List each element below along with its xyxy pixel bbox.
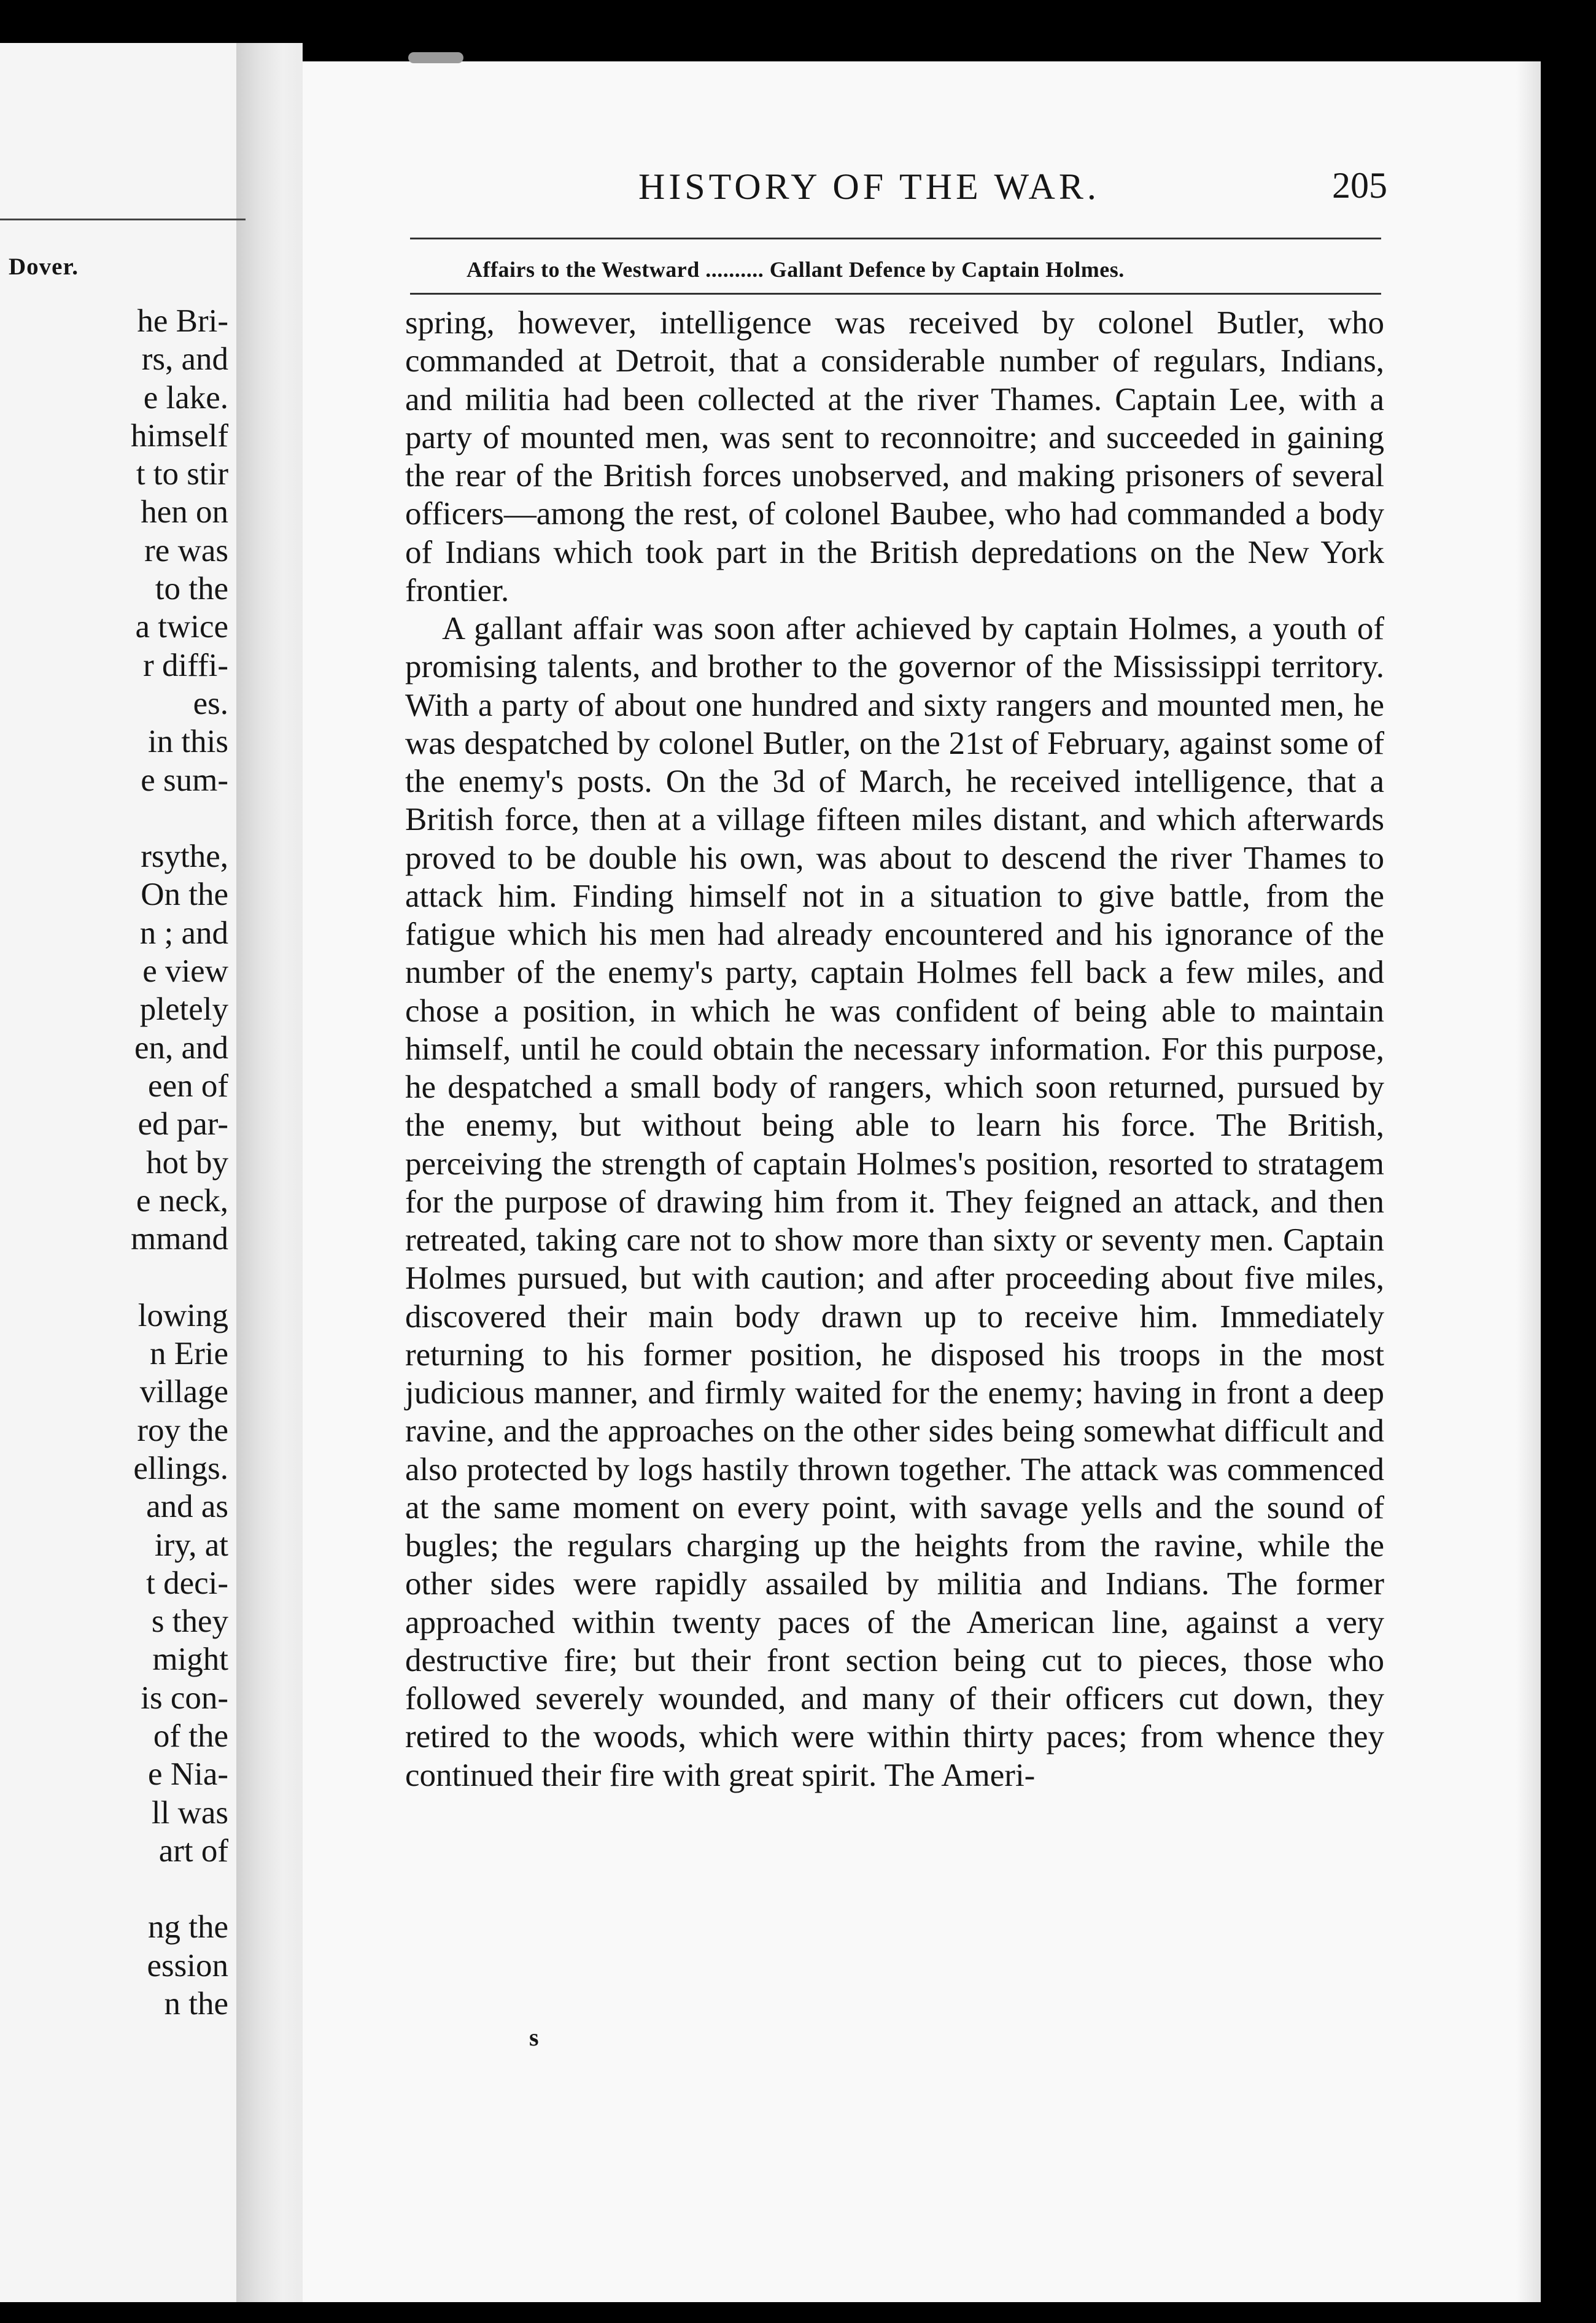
left-page-line: mmand: [131, 1221, 228, 1257]
left-page-line: of the: [153, 1718, 228, 1754]
left-page-line: hen on: [141, 494, 228, 530]
left-page-line: es.: [193, 685, 228, 721]
chapter-summary: Affairs to the Westward .......... Gallant Defence by Captain Holmes.: [467, 257, 1125, 282]
left-page-line: e view: [142, 953, 228, 990]
left-page-line: s they: [151, 1604, 228, 1640]
left-page-line: On the: [141, 877, 228, 913]
left-page-line: ng the: [148, 1909, 228, 1945]
left-page-line: ession: [147, 1947, 228, 1984]
left-page-line: n Erie: [149, 1336, 228, 1372]
left-page-line: lowing: [138, 1297, 228, 1333]
left-page-line: pletely: [139, 991, 228, 1028]
header-rule-top: [410, 238, 1381, 239]
left-page-line: n ; and: [139, 915, 228, 951]
left-page-line: een of: [148, 1068, 228, 1104]
left-page-line: ll was: [151, 1794, 228, 1831]
left-page-header: Dover.: [9, 254, 79, 280]
left-page-line: rsythe,: [141, 839, 228, 875]
left-page-line: t to stir: [136, 456, 228, 492]
left-header-rule: [0, 219, 246, 220]
left-page-line: a twice: [135, 609, 228, 645]
left-page-line: ellings.: [133, 1450, 228, 1486]
signature-mark: s: [529, 2023, 539, 2051]
page-number: 205: [1332, 165, 1387, 206]
left-page-line: t deci-: [146, 1565, 228, 1601]
body-text: [405, 304, 1384, 1794]
left-page-line: r diffi-: [143, 647, 228, 683]
left-page-line: e lake.: [143, 379, 228, 416]
left-page-line: e neck,: [136, 1182, 228, 1219]
paragraph: A gallant affair was soon after achieved by captain Holmes, a youth of promising talents, and brother to the governor of the Mississippi territory. With a party of about one hundred and sixty rangers and mounted men, he was despatched by colonel Butler, on the 21st of February, against some of the enemy's posts. On the 3d of March, he received intelligence, that a British force, then at a village fifteen miles distant, and which afterwards proved to be double his own, was about to descend the river Thames to attack him. Finding himself not in a situation to give battle, from the fatigue which his men had already encountered and his ignorance of the number of the enemy's party, captain Holmes fell back a few miles, and chose a position, in which he was confident of being able to maintain himself, until he could obtain the necessary information. For this purpose, he despatched a small body of rangers, which soon returned, pursued by the enemy, but without being able to learn his force. The British, perceiving the strength of captain Holmes's position, resorted to stratagem for the purpose of drawing him from it. They feigned an attack, and then retreated, taking care not to show more than sixty or seventy men. Captain Holmes pursued, but with caution; and after proceeding about five miles, discovered their main body drawn up to receive him. Immediately returning to his former position, he disposed his troops in the most judicious manner, and firmly waited for the enemy; having in front a deep ravine, and the approaches on the other sides being somewhat difficult and also protected by logs hastily thrown together. The attack was commenced at the same moment on every point, with savage yells and the sound of bugles; the regulars charging up the heights from the ravine, while the other sides were rapidly assailed by militia and Indians. The former approached within twenty paces of the American line, against a very destructive fire; but their front section being cut to pieces, those who followed severely wounded, and many of their officers cut down, they retired to the woods, which were within thirty paces; from whence they continued their fire with great spirit. The Ameri-: [405, 611, 1384, 1793]
left-page-line: en, and: [134, 1030, 228, 1066]
left-page-line: hot by: [146, 1144, 228, 1181]
left-page-line: is con-: [141, 1680, 228, 1716]
left-page-gap: [0, 1870, 228, 1908]
left-page-line: to the: [155, 571, 228, 607]
header-rule-bottom: [410, 293, 1381, 295]
left-page-line: art of: [158, 1832, 228, 1869]
left-page-line: ed par-: [138, 1106, 228, 1142]
binding-mark: [408, 52, 463, 63]
left-page-line: himself: [131, 417, 228, 454]
left-page-gap: [0, 799, 228, 837]
left-page-line: iry, at: [154, 1527, 228, 1563]
left-page-line: might: [152, 1642, 228, 1678]
left-page-line: e Nia-: [148, 1756, 228, 1793]
left-page-line: e sum-: [141, 762, 228, 798]
left-page-line: and as: [146, 1489, 228, 1525]
running-title: HISTORY OF THE WAR.: [638, 166, 1100, 207]
left-page-gap: [0, 1258, 228, 1296]
left-page-line: n the: [164, 1986, 228, 2022]
book-gutter: [236, 43, 303, 2302]
left-page-text: [0, 302, 228, 2023]
left-page-line: rs, and: [141, 341, 228, 378]
left-page-line: he Bri-: [137, 303, 228, 339]
page-edge-shadow: [1516, 61, 1541, 2302]
left-page-line: village: [139, 1374, 228, 1410]
left-page-line: re was: [144, 532, 228, 568]
left-page-line: roy the: [137, 1412, 228, 1448]
left-page-line: in this: [147, 724, 228, 760]
paragraph: spring, however, intelligence was received by colonel Butler, who commanded at Detroit, that a considerable number of regulars, Indians, and militia had been collected at the river Thames. Captain Lee, with a party of mounted men, was sent to reconnoitre; and succeeded in gaining the rear of the British forces unobserved, and making prisoners of several officers—among the rest, of colonel Baubee, who had commanded a body of Indians which took part in the British depredations on the New York frontier.: [405, 305, 1384, 608]
